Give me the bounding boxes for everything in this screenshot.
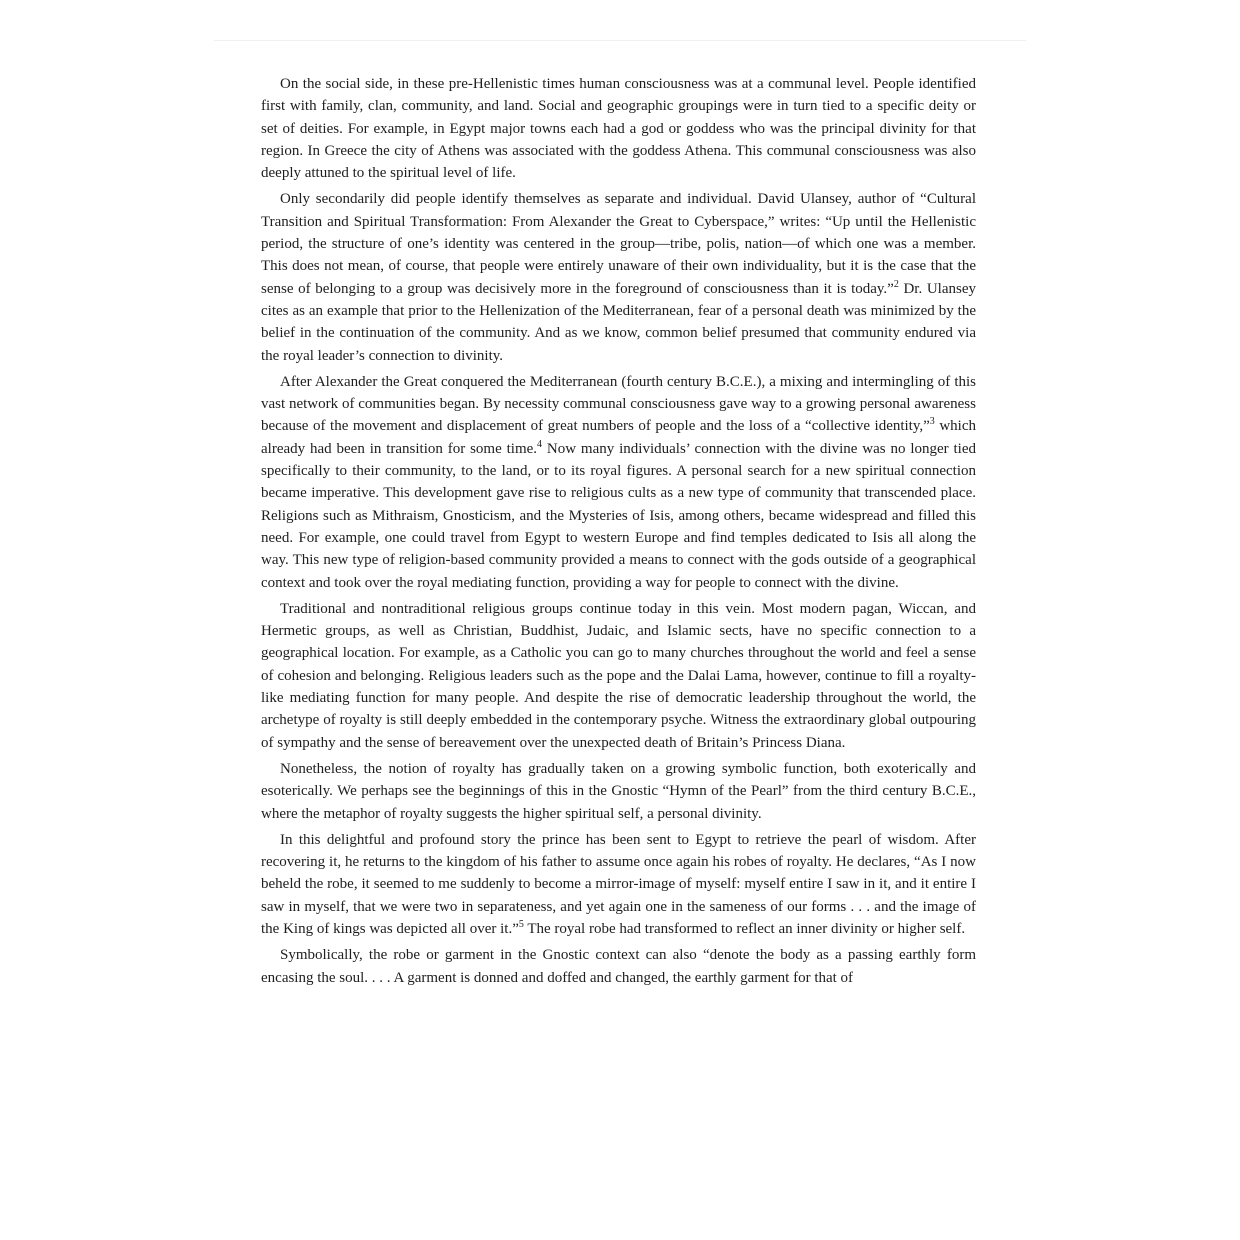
- paragraph-text: Traditional and nontraditional religious groups continue today in this vein. Most modern pagan, Wiccan, and Hermetic groups, as well as Christian, Buddhist, Judaic, and Islamic sects, have no specific connection to a geographical location. For example, as a Catholic you can go to many churches throughout the world and feel a sense of cohesion and belonging. Religious leaders such as the pope and the Dalai Lama, however, continue to fill a royalty-like mediating function for many people. And despite the rise of democratic leadership throughout the world, the archetype of royalty is still deeply embedded in the contemporary psyche. Witness the extraordinary global outpouring of sympathy and the sense of bereavement over the unexpected death of Britain’s Princess Diana.: [261, 600, 976, 751]
- paragraph-text: Now many individuals’ connection with the divine was no longer tied specifically to their community, to the land, or to its royal figures. A personal search for a new spiritual connection became imperative. This development gave rise to religious cults as a new type of community that transcended place. Religions such as Mithraism, Gnosticism, and the Mysteries of Isis, among others, became widespread and filled this need. For example, one could travel from Egypt to western Europe and find temples dedicated to Isis all along the way. This new type of religion-based community provided a means to connect with the gods outside of a geographical context and took over the royal mediating function, providing a way for people to connect with the divine.: [261, 440, 976, 591]
- footnote-reference: 5: [518, 918, 524, 930]
- paragraph-text: Only secondarily did people identify themselves as separate and individual. David Ulansey, author of “Cultural Transition and Spiritual Transformation: From Alexander the Great to Cyberspace,” writes: “Up until the Hellenistic period, the structure of one’s identity was centered in the group—tribe, polis, nation—of which one was a member. This does not mean, of course, that people were entirely unaware of their own individuality, but it is the case that the sense of belonging to a group was decisively more in the foreground of consciousness than it is today.”: [261, 191, 976, 297]
- paragraph-text: which already had been in transition for some time.: [261, 418, 976, 457]
- paragraph: [261, 188, 976, 366]
- paragraph-text: Symbolically, the robe or garment in the Gnostic context can also “denote the body as a passing earthly form encasing the soul. . . . A garment is donned and doffed and changed, the earthly garment for that of: [261, 947, 976, 986]
- paragraph-text: Nonetheless, the notion of royalty has gradually taken on a growing symbolic function, both exoterically and esoterically. We perhaps see the beginnings of this in the Gnostic “Hymn of the Pearl” from the third century B.C.E., where the metaphor of royalty suggests the higher spiritual self, a personal divinity.: [261, 760, 976, 822]
- paragraph: [261, 371, 976, 594]
- paragraph-text: In this delightful and profound story the prince has been sent to Egypt to retrieve the pearl of wisdom. After recovering it, he returns to the kingdom of his father to assume once again his robes of royalty. He declares, “As I now beheld the robe, it seemed to me suddenly to become a mirror-image of myself: myself entire I saw in it, and it entire I saw in myself, that we were two in separateness, and yet again one in the sameness of our forms . . . and the image of the King of kings was depicted all over it.”: [261, 831, 976, 937]
- paragraph-text: After Alexander the Great conquered the Mediterranean (fourth century B.C.E.), a mixing and intermingling of this vast network of communities began. By necessity communal consciousness gave way to a growing personal awareness because of the movement and displacement of great numbers of people and the loss of a “collective identity,”: [261, 373, 976, 435]
- paragraph-text: On the social side, in these pre-Hellenistic times human consciousness was at a communal level. People identified first with family, clan, community, and land. Social and geographic groupings were in turn tied to a specific deity or set of deities. For example, in Egypt major towns each had a god or goddess who was the principal divinity for that region. In Greece the city of Athens was associated with the goddess Athena. This communal consciousness was also deeply attuned to the spiritual level of life.: [261, 76, 976, 182]
- paragraph: [261, 598, 976, 754]
- paragraph-text: The royal robe had transformed to reflect an inner divinity or higher self.: [523, 920, 966, 937]
- paragraph: [261, 758, 976, 825]
- footnote-reference: 4: [537, 438, 543, 450]
- paragraph: [261, 73, 976, 184]
- footnote-reference: 2: [893, 278, 899, 290]
- footnote-reference: 3: [929, 416, 935, 428]
- paragraph: [261, 829, 976, 940]
- paragraph: [261, 944, 976, 989]
- body-text: [261, 73, 976, 993]
- paragraph-text: Dr. Ulansey cites as an example that prior to the Hellenization of the Mediterranean, fear of a personal death was minimized by the belief in the continuation of the community. And as we know, common belief presumed that community endured via the royal leader’s connection to divinity.: [261, 280, 977, 364]
